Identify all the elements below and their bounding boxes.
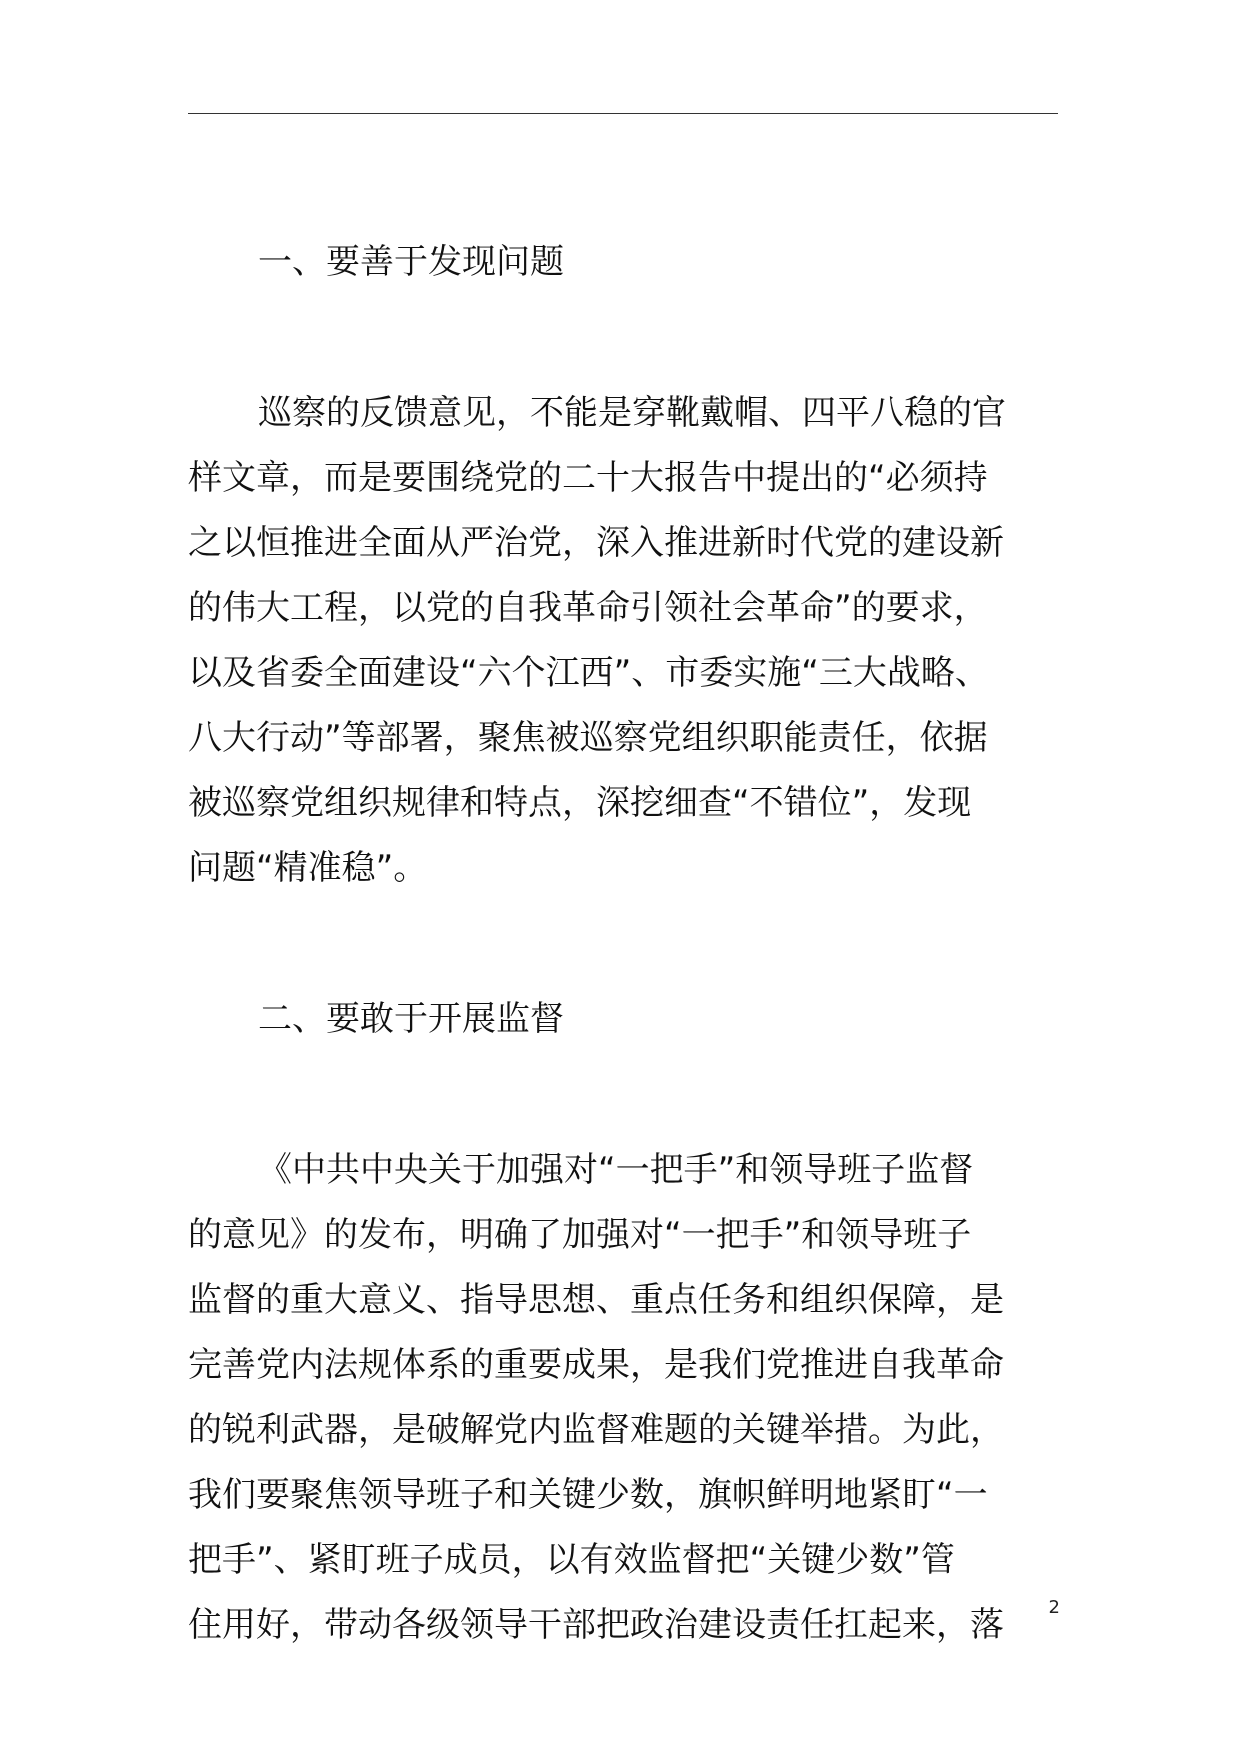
paragraph-line: 的伟大工程，以党的自我革命引领社会革命”的要求， [188, 588, 988, 628]
paragraph-line: 巡察的反馈意见，不能是穿靴戴帽、四平八稳的官 [258, 393, 1006, 433]
paragraph-line: 完善党内法规体系的重要成果，是我们党推进自我革命 [188, 1345, 1004, 1385]
section-heading-1: 一、要善于发现问题 [258, 242, 564, 282]
section-heading-2: 二、要敢于开展监督 [258, 999, 564, 1039]
paragraph-line: 监督的重大意义、指导思想、重点任务和组织保障，是 [188, 1280, 1004, 1320]
section-paragraph-2 [188, 1138, 1058, 1658]
paragraph-line: 被巡察党组织规律和特点，深挖细查“不错位”，发现 [188, 783, 972, 823]
paragraph-line: 样文章，而是要围绕党的二十大报告中提出的“必须持 [188, 458, 988, 498]
paragraph-line: 的意见》的发布，明确了加强对“一把手”和领导班子 [188, 1215, 972, 1255]
paragraph-line: 《中共中央关于加强对“一把手”和领导班子监督 [258, 1150, 974, 1190]
paragraph-line: 我们要聚焦领导班子和关键少数，旗帜鲜明地紧盯“一 [188, 1475, 988, 1515]
paragraph-line: 之以恒推进全面从严治党，深入推进新时代党的建设新 [188, 523, 1004, 563]
section-paragraph-1 [188, 381, 1058, 901]
page-number: 2 [1048, 1597, 1060, 1618]
paragraph-line: 问题“精准稳”。 [188, 848, 428, 888]
header-rule [188, 113, 1058, 114]
paragraph-line: 以及省委全面建设“六个江西”、市委实施“三大战略、 [188, 653, 989, 693]
paragraph-line: 八大行动”等部署，聚焦被巡察党组织职能责任，依据 [188, 718, 988, 758]
paragraph-line: 的锐利武器，是破解党内监督难题的关键举措。为此， [188, 1410, 1004, 1450]
document-body [188, 230, 1058, 1658]
paragraph-line: 住用好，带动各级领导干部把政治建设责任扛起来，落 [188, 1605, 1004, 1645]
paragraph-line: 把手”、紧盯班子成员，以有效监督把“关键少数”管 [188, 1540, 955, 1580]
